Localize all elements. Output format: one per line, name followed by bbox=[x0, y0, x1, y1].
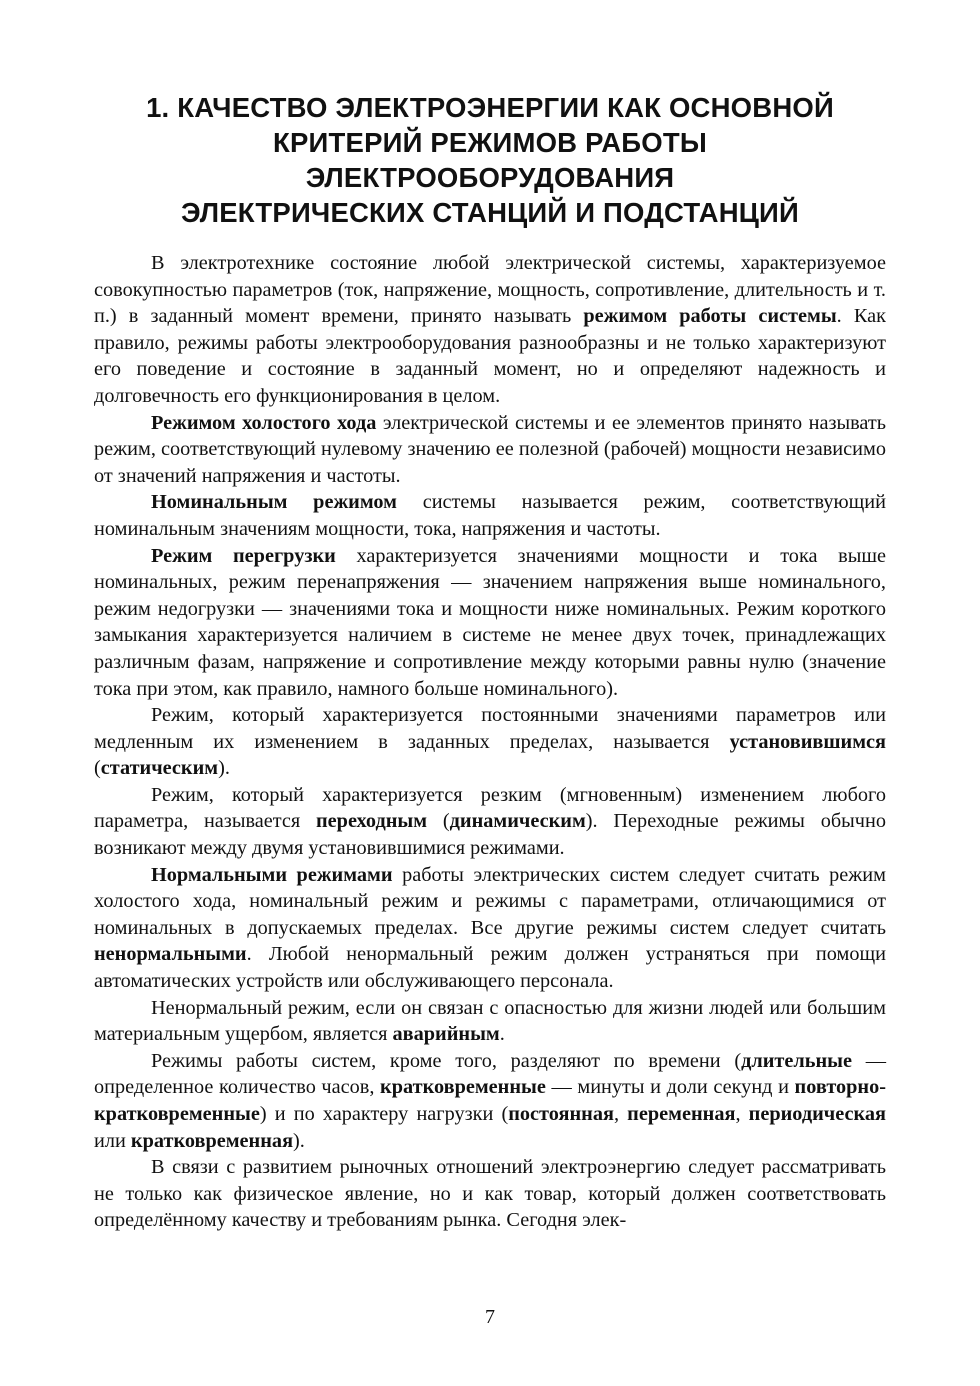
text-run: — определенное количество часов, bbox=[94, 1049, 887, 1099]
term-dynamic: динамическим bbox=[449, 810, 586, 833]
paragraph-steady-state bbox=[94, 702, 886, 782]
text-run: ( bbox=[94, 757, 101, 780]
chapter-title-line-1: 1. КАЧЕСТВО ЭЛЕКТРОЭНЕРГИИ КАК ОСНОВНОЙ bbox=[146, 92, 834, 123]
paragraph-market bbox=[94, 1154, 886, 1234]
term-short-term-load: кратковременная bbox=[130, 1129, 294, 1152]
paragraph-emergency bbox=[94, 995, 886, 1048]
text-run: . Как правило, режимы работы электрооборудования разнообразны и не только характеризуют его поведение и состояние в заданный момент, но и определяют надежность и долговечность его функционирования в целом. bbox=[94, 305, 886, 407]
text-run: , bbox=[735, 1103, 749, 1125]
paragraph-overload-mode bbox=[94, 543, 886, 703]
text-run: системы называется режим, соответствующий номинальным значениям мощности, тока, напряжения и частоты. bbox=[94, 491, 886, 540]
text-run: В связи с развитием рыночных отношений электроэнергию следует рассматривать не только как физическое явление, но и как товар, который должен соответствовать определённому качеству и требованиям рынка. Сегодня элек- bbox=[94, 1156, 886, 1232]
text-run: Режим, который характеризуется постоянными значениями параметров или медленным их изменением в заданных пределах, называется bbox=[94, 704, 886, 753]
paragraph-operating-mode bbox=[94, 250, 886, 410]
text-run: или bbox=[94, 1129, 131, 1152]
text-run: ). bbox=[218, 757, 230, 780]
term-long-term: длительные bbox=[741, 1049, 853, 1072]
text-run: ( bbox=[427, 810, 450, 833]
text-run: Режим, который характеризуется резким (мгновенным) изменением любого параметра, называется bbox=[94, 783, 886, 833]
term-periodic: периодическая bbox=[748, 1103, 886, 1125]
paragraph-idle-mode bbox=[94, 410, 886, 490]
text-run: . bbox=[499, 1023, 505, 1046]
text-run: ) и по характеру нагрузки ( bbox=[259, 1103, 509, 1125]
term-steady-state: установившимся bbox=[729, 730, 886, 753]
text-run: . Любой ненормальный режим должен устраняться при помощи автоматических устройств или обслуживающего персонала. bbox=[94, 943, 886, 993]
text-run: ). Переходные режимы обычно возникают между двумя установившимися режимами. bbox=[94, 810, 886, 860]
term-constant: постоянная bbox=[508, 1103, 614, 1125]
paragraph-nominal-mode bbox=[94, 489, 886, 542]
term-nominal-mode: Номинальным режимом bbox=[151, 491, 397, 514]
term-overload-mode: Режим перегрузки bbox=[151, 544, 336, 567]
text-run: Режимы работы систем, кроме того, разделяют по времени ( bbox=[151, 1049, 742, 1072]
term-static: статическим bbox=[100, 757, 219, 780]
term-operating-mode: режимом работы системы bbox=[583, 305, 837, 328]
term-short-term: кратковременные bbox=[380, 1076, 546, 1099]
term-intermittent: повторно-кратковременные bbox=[94, 1076, 887, 1125]
text-run: В электротехнике состояние любой электрической системы, характеризуемое совокупностью параметров (ток, напряжение, мощность, сопротивление, длительность и т. п.) в заданный момент времени, принято называть bbox=[94, 252, 886, 328]
paragraph-normal-modes bbox=[94, 862, 886, 995]
text-run: , bbox=[613, 1103, 628, 1125]
term-emergency: аварийным bbox=[392, 1023, 500, 1046]
chapter-title bbox=[90, 90, 890, 230]
text-run: электрической системы и ее элементов принято называть режим, соответствующий нулевому значению ее полезной (рабочей) мощности независимо от значений напряжения и частоты. bbox=[94, 411, 886, 487]
page-number: 7 bbox=[485, 1306, 495, 1328]
chapter-title-line-3: ЭЛЕКТРООБОРУДОВАНИЯ bbox=[305, 162, 675, 193]
text-run: — минуты и доли секунд и bbox=[545, 1076, 795, 1099]
term-idle-mode: Режимом холостого хода bbox=[151, 411, 377, 434]
term-variable: переменная bbox=[627, 1103, 736, 1125]
paragraph-transient bbox=[94, 782, 886, 862]
chapter-title-line-2: КРИТЕРИЙ РЕЖИМОВ РАБОТЫ bbox=[273, 127, 707, 158]
term-abnormal: ненормальными bbox=[94, 943, 247, 966]
term-normal-modes: Нормальными режимами bbox=[151, 863, 393, 886]
paragraph-duration-types bbox=[94, 1048, 886, 1154]
text-run: ). bbox=[293, 1129, 305, 1152]
term-transient: переходным bbox=[316, 810, 428, 833]
text-run: характеризуется значениями мощности и тока выше номинальных, режим перенапряжения — значением напряжения выше номинального, режим недогрузки — значениями тока и мощности ниже номинальных. Режим короткого замыкания характеризуется наличием в системе не менее двух точек, принадлежащих различным фазам, напряжение и сопротивление между которыми равны нулю (значение тока при этом, как правило, намного больше номинального). bbox=[94, 544, 886, 700]
text-run: работы электрических систем следует считать режим холостого хода, номинальный режим и режимы с параметрами, отличающимися от номинальных в допускаемых пределах. Все другие режимы систем следует считать bbox=[94, 863, 886, 939]
body-text bbox=[94, 250, 886, 1234]
chapter-title-line-4: ЭЛЕКТРИЧЕСКИХ СТАНЦИЙ И ПОДСТАНЦИЙ bbox=[181, 197, 799, 228]
text-run: Ненормальный режим, если он связан с опасностью для жизни людей или большим материальным ущербом, является bbox=[94, 996, 886, 1046]
